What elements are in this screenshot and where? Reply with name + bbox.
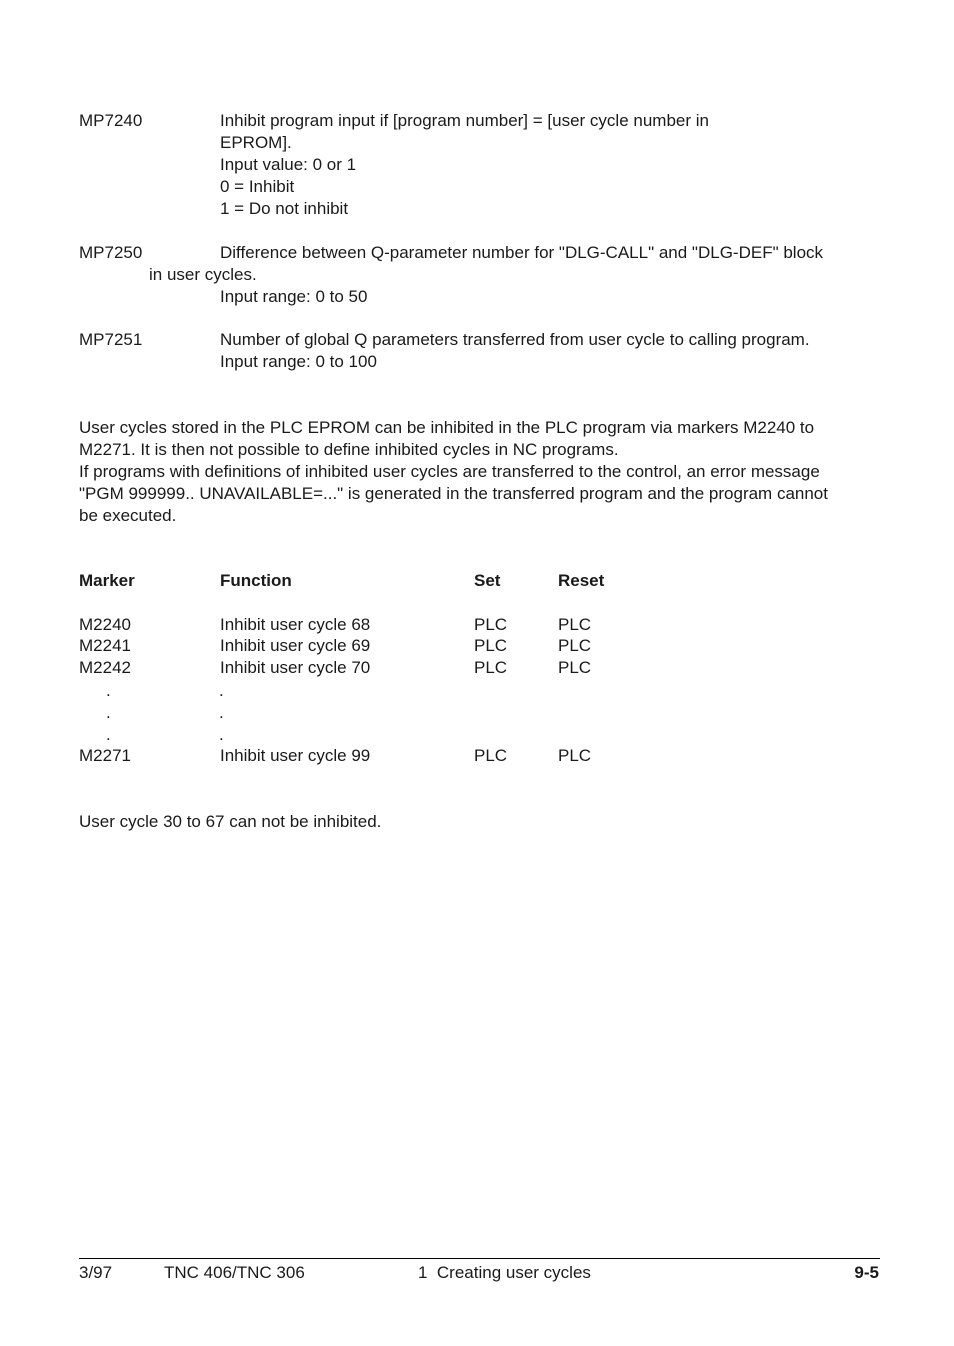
- mp7240-line: 0 = Inhibit: [220, 177, 295, 196]
- mp7240-line: Inhibit program input if [program number] = [user cycle number in: [220, 111, 709, 130]
- footer-section: 1 Creating user cycles: [418, 1263, 591, 1282]
- mp7250-line: Input range: 0 to 50: [220, 287, 368, 306]
- mp7251-line: Input range: 0 to 100: [220, 352, 377, 371]
- mp7240-line: 1 = Do not inhibit: [220, 199, 349, 218]
- mp7240-line: EPROM].: [220, 133, 292, 152]
- footer-rule: [79, 1258, 880, 1259]
- paragraph-line: M2271. It is then not possible to define inhibited cycles in NC programs.: [79, 440, 619, 459]
- note-text: User cycle 30 to 67 can not be inhibited.: [79, 812, 382, 831]
- table-header-reset: Reset: [558, 571, 605, 590]
- mp7250-line: Difference between Q-parameter number for "DLG-CALL" and "DLG-DEF" block: [220, 243, 824, 262]
- page-number: 9-5: [854, 1263, 879, 1282]
- table-cell-reset: PLC: [558, 636, 592, 655]
- table-cell-marker: M2242: [79, 658, 131, 677]
- table-header-set: Set: [474, 571, 501, 590]
- mp7240-line: Input value: 0 or 1: [220, 155, 357, 174]
- table-cell-function: Inhibit user cycle 70: [220, 658, 371, 677]
- mp7251-code: MP7251: [79, 330, 143, 349]
- paragraph-line: be executed.: [79, 506, 177, 525]
- table-header-marker: Marker: [79, 571, 135, 590]
- table-ellipsis: .: [219, 703, 224, 722]
- paragraph-line: User cycles stored in the PLC EPROM can be inhibited in the PLC program via markers M2240 to: [79, 418, 815, 437]
- table-cell-set: PLC: [474, 636, 508, 655]
- mp7250-code: MP7250: [79, 243, 143, 262]
- table-cell-function: Inhibit user cycle 68: [220, 615, 371, 634]
- table-ellipsis: .: [219, 681, 224, 700]
- mp7240-description: [220, 110, 709, 220]
- paragraph-line: If programs with definitions of inhibited user cycles are transferred to the control, an error message: [79, 462, 820, 481]
- table-cell-function: Inhibit user cycle 69: [220, 636, 371, 655]
- paragraph-line: "PGM 999999.. UNAVAILABLE=..." is generated in the transferred program and the program cannot: [79, 484, 828, 503]
- table-cell-set: PLC: [474, 746, 508, 765]
- table-cell-reset: PLC: [558, 658, 592, 677]
- mp7251-description: [220, 329, 810, 373]
- table-cell-function: Inhibit user cycle 99: [220, 746, 371, 765]
- table-cell-set: PLC: [474, 658, 508, 677]
- footer-product: TNC 406/TNC 306: [164, 1263, 305, 1282]
- mp7250-line: in user cycles.: [149, 265, 257, 284]
- table-ellipsis: .: [106, 681, 111, 700]
- table-header-function: Function: [220, 571, 292, 590]
- table-cell-marker: M2240: [79, 615, 131, 634]
- table-ellipsis: .: [106, 703, 111, 722]
- table-cell-reset: PLC: [558, 746, 592, 765]
- table-cell-set: PLC: [474, 615, 508, 634]
- table-cell-reset: PLC: [558, 615, 592, 634]
- intro-paragraph: [79, 417, 879, 527]
- table-cell-marker: M2241: [79, 636, 131, 655]
- footer-date: 3/97: [79, 1263, 113, 1282]
- table-ellipsis: .: [219, 725, 224, 744]
- mp7240-code: MP7240: [79, 111, 143, 130]
- table-ellipsis: .: [106, 725, 111, 744]
- table-cell-marker: M2271: [79, 746, 131, 765]
- mp7251-line: Number of global Q parameters transferred from user cycle to calling program.: [220, 330, 810, 349]
